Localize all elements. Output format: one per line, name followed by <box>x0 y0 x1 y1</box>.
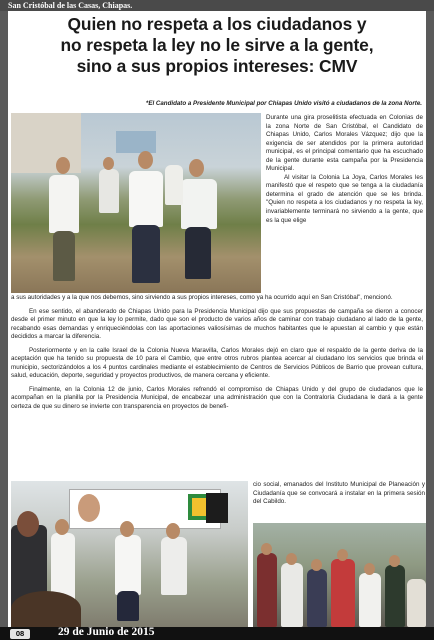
paragraph-2: Al visitar la Colonia La Joya, Carlos Morales les manifestó que el respeto que se tenga a la ciudadanía determina el grado de atención que se les brinda. "Quien no respeta a los ciudadanos y no respeta la ley, invariablemente terminará no sirviendo a la gente, que es la que elige <box>266 173 423 224</box>
photo-crowd <box>253 523 426 627</box>
article-right-column <box>266 114 423 225</box>
top-bar-text: San Cristóbal de las Casas, Chiapas. <box>8 1 133 10</box>
headline-line-1: Quien no respeta a los ciudadanos y <box>67 14 367 34</box>
headline <box>8 14 426 77</box>
campaign-banner <box>69 489 221 529</box>
photo-candidate-walking <box>11 113 261 293</box>
top-bar <box>0 0 434 11</box>
article-full-width <box>11 294 423 412</box>
issue-date: 29 de Junio de 2015 <box>58 626 155 638</box>
headline-line-3: sino a sus propios intereses: CMV <box>76 56 358 76</box>
article-right-column-bottom <box>253 481 425 507</box>
paragraph-5: Finalmente, en la Colonia 12 de junio, Carlos Morales refrendó el compromiso de Chiapas Unido y del grupo de ciudadanos que le acompañan en la planilla por la Presidencia Municipal, de encabezar una administración que con la Contraloría Ciudadana le dará a la gente certeza de que su dinero se invierte con transparencia en proyectos de benefi- <box>11 385 423 411</box>
paragraph-2-continued: a sus autoridades y a la que nos debemos, sino sirviendo a sus propios intereses, como ya ha ocurrido aquí en San Cristóbal", mencionó. <box>11 294 393 301</box>
headline-line-2: no respeta la ley no le sirve a la gente, <box>60 35 374 55</box>
photo-candidate-speaking <box>11 481 248 627</box>
subheadline: *El Candidato a Presidente Municipal por Chiapas Unido visitó a ciudadanos de la zona Norte. <box>145 100 422 107</box>
paragraph-4: Posteriormente y en la calle Israel de la Colonia Nueva Maravilla, Carlos Morales dejó en claro que el respaldo de la gente deriva de la aceptación que ha tenido su propuesta de 10 para el Cambio, que entre otros rubros plantea acercar al ciudadano los servicios que brinda el municipio, sectorizándolos a los 4 puntos cardinales mediante el establecimiento de Centros de Servicios Públicos de Barrio que provean cultura, salud, educación, deporte, seguridad y proyectos productivos, de manera cercana y eficiente. <box>11 346 423 380</box>
paragraph-1: Durante una gira proselitista efectuada en Colonias de la zona Norte de San Cristóbal, el Candidato de Chiapas Unido, Carlos Morales Vázquez; dijo que la exigencia de ser atendidos por la primera autoridad municipal, es el principal comentario que ha escuchado de la gente durante esta campaña por la Presidencia Municipal. <box>266 114 423 173</box>
paragraph-5-continued: cio social, emanados del Instituto Municipal de Planeación y Ciudadanía que se convocará a instalar en la primera sesión del Cabildo. <box>253 481 425 506</box>
newspaper-page <box>8 11 426 627</box>
page-number: 08 <box>10 629 30 639</box>
paragraph-3: En ese sentido, el abanderado de Chiapas Unido para la Presidencia Municipal dijo que sus propuestas de campaña se dieron a conocer desde el primer minuto en que la ley lo permite, dado que son el producto de varios años de caminar con trabajo ciudadano al lado de la gente, recabando esas demandas y enriqueciéndolas con las aportaciones valiosísimas de muchos habitantes que le apuestan al cambio y que están decididos a marcar la diferencia. <box>11 307 423 341</box>
